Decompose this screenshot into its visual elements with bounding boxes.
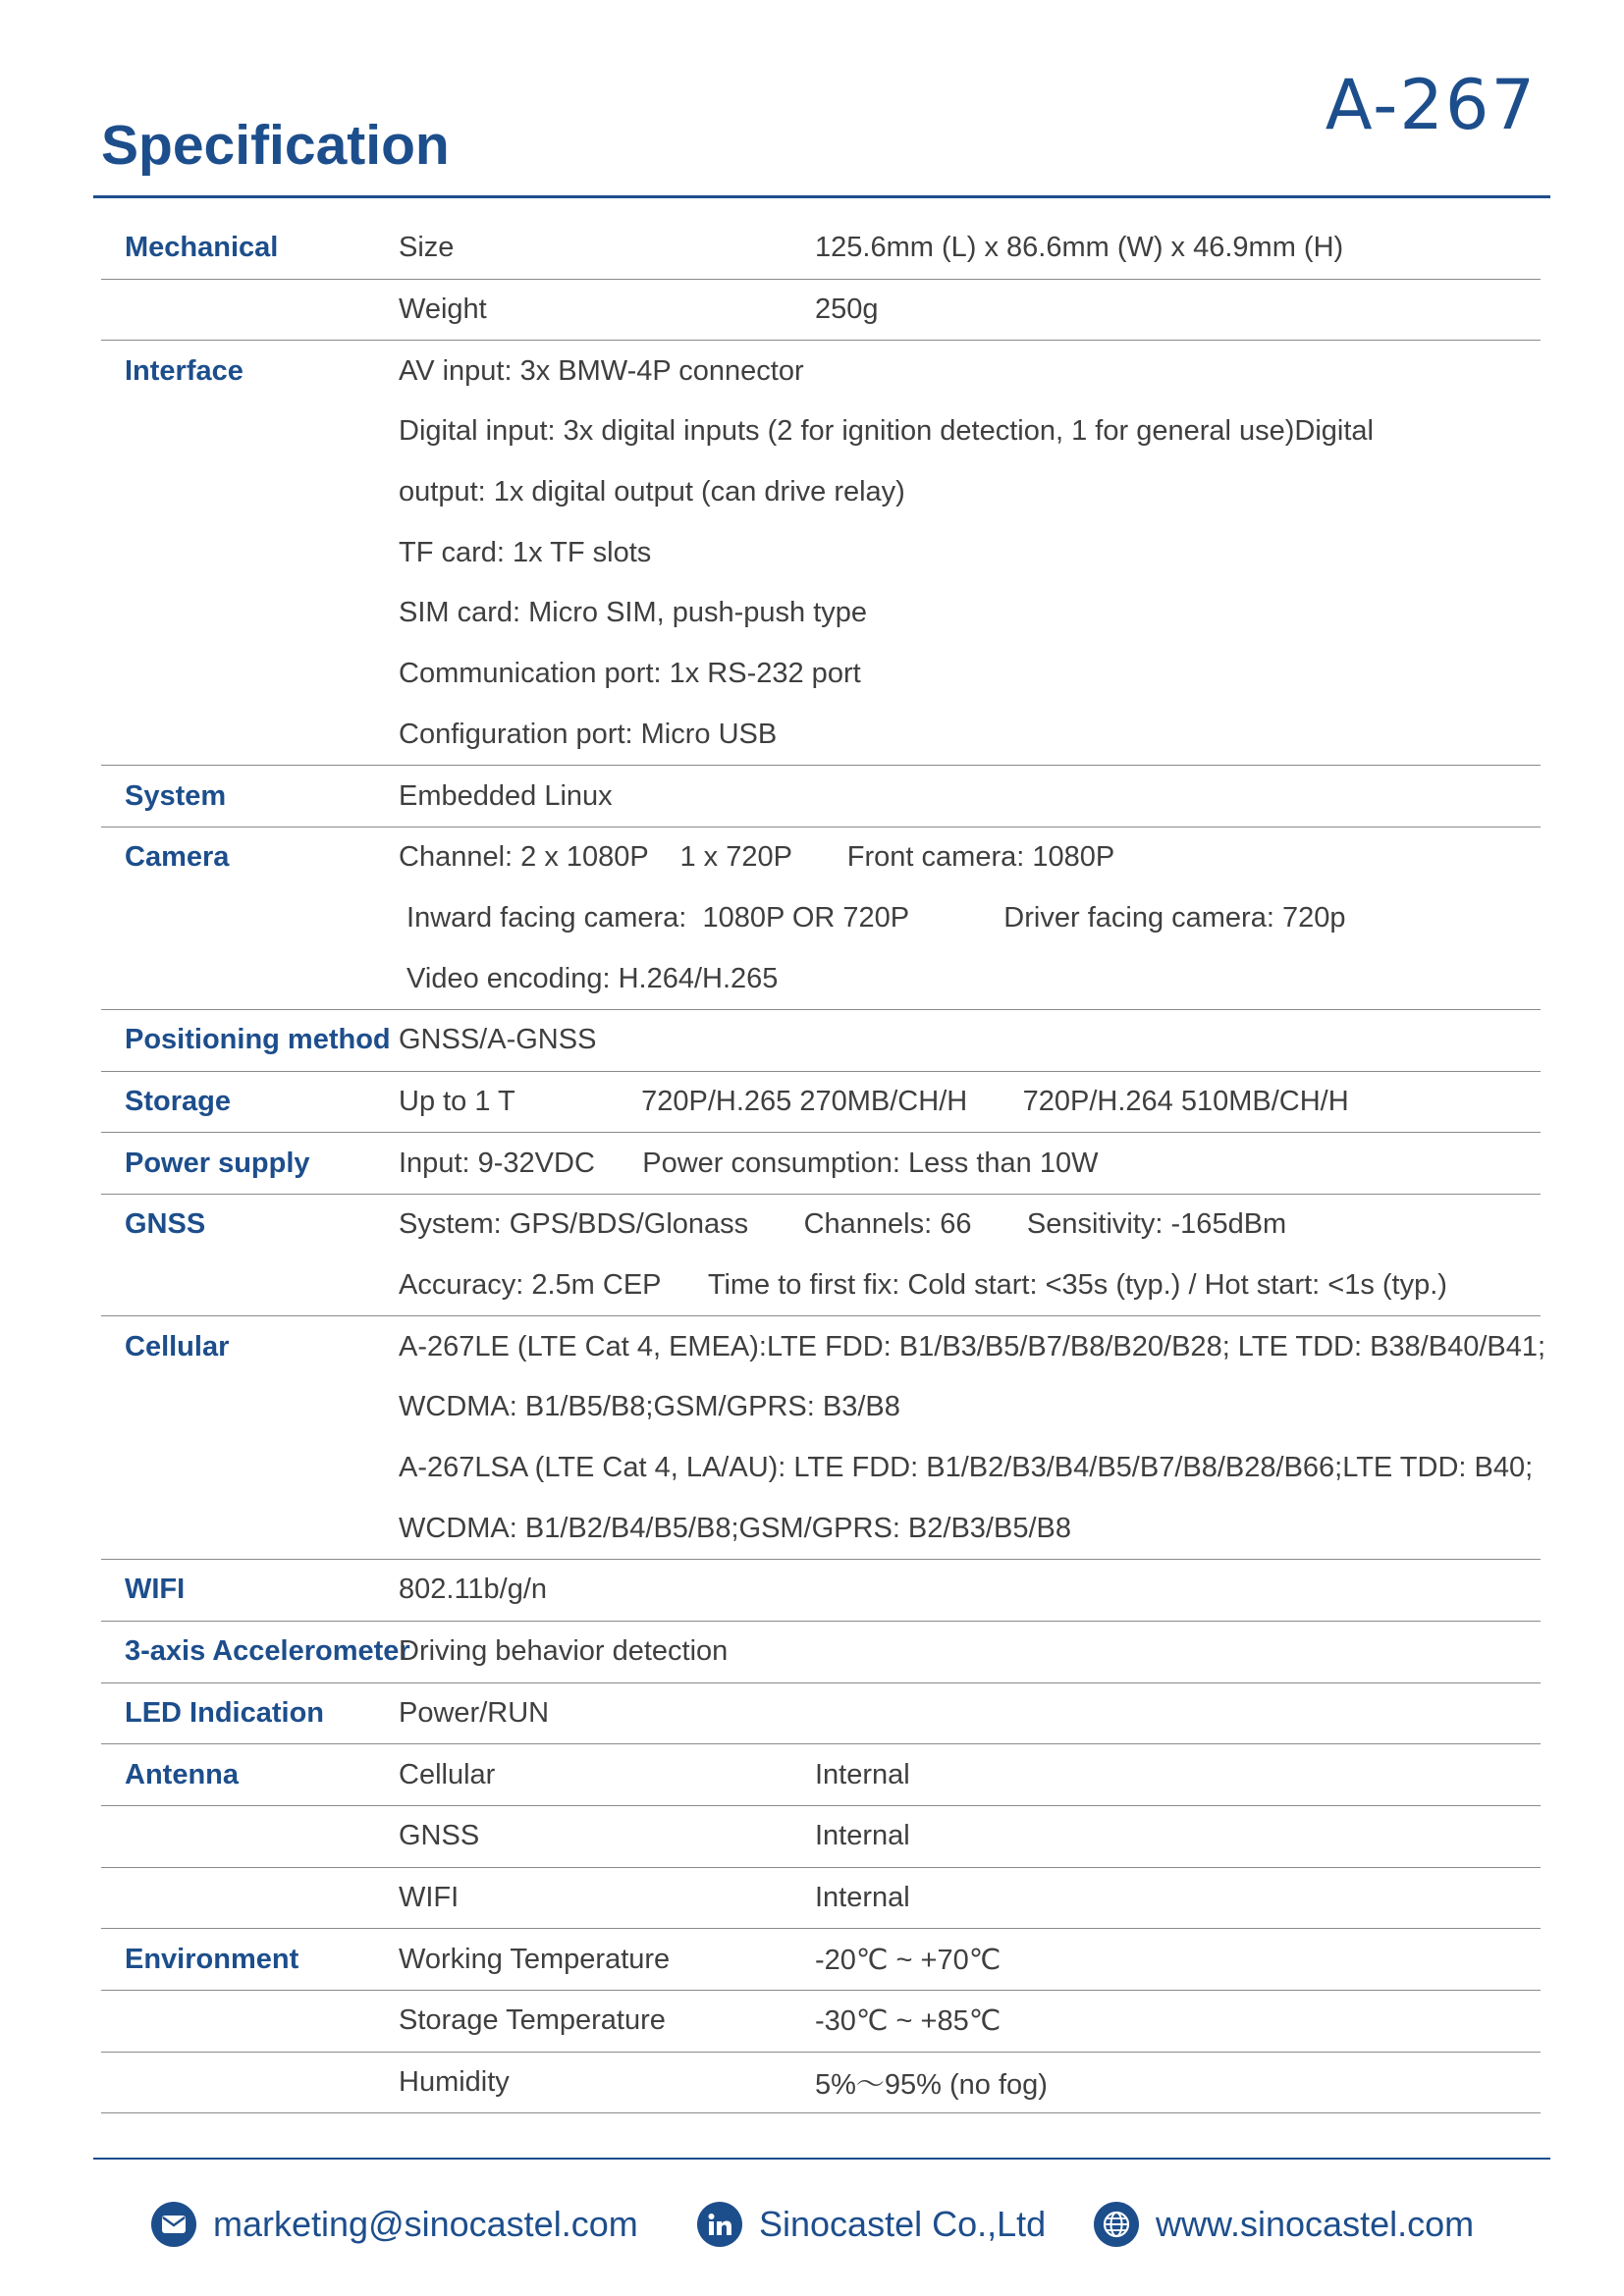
spec-row bbox=[101, 1316, 1546, 1377]
globe-icon bbox=[1094, 2202, 1139, 2247]
row-value: -20℃ ~ +70℃ bbox=[815, 1944, 1001, 1976]
spec-row bbox=[101, 1683, 1541, 1744]
category-label: Camera bbox=[125, 841, 230, 874]
row-value: -30℃ ~ +85℃ bbox=[815, 2005, 1001, 2038]
email-link[interactable] bbox=[151, 2202, 638, 2247]
spec-row bbox=[101, 1255, 1541, 1316]
spec-row bbox=[101, 1498, 1541, 1559]
spec-line: Digital input: 3x digital inputs (2 for ignition detection, 1 for general use)Digital bbox=[399, 415, 1374, 448]
category-label: 3-axis Accelerometer bbox=[125, 1635, 410, 1668]
spec-row bbox=[101, 1805, 1541, 1867]
row-label: Weight bbox=[399, 294, 487, 326]
spec-line: System: GPS/BDS/Glonass Channels: 66 Sensitivity: -165dBm bbox=[399, 1208, 1287, 1241]
spec-row bbox=[101, 1990, 1541, 2052]
spec-table bbox=[101, 218, 1546, 2113]
spec-row bbox=[101, 1377, 1541, 1438]
spec-line: A-267LE (LTE Cat 4, EMEA):LTE FDD: B1/B3/B5/B7/B8/B20/B28; LTE TDD: B38/B40/B41; bbox=[399, 1330, 1546, 1362]
section-cellular bbox=[101, 1316, 1546, 1560]
row-label: Humidity bbox=[399, 2065, 510, 2098]
row-value: 5%～95% (no fog) bbox=[815, 2068, 1048, 2101]
category-label: Positioning method bbox=[125, 1024, 391, 1056]
row-value: Internal bbox=[815, 1758, 910, 1790]
category-label: Antenna bbox=[125, 1758, 239, 1790]
spec-row bbox=[101, 1560, 1541, 1621]
spec-row bbox=[101, 644, 1541, 705]
spec-line: GNSS/A-GNSS bbox=[399, 1024, 597, 1056]
envelope-icon bbox=[151, 2202, 196, 2247]
spec-line: WCDMA: B1/B5/B8;GSM/GPRS: B3/B8 bbox=[399, 1391, 900, 1423]
spec-line: Driving behavior detection bbox=[399, 1635, 729, 1668]
spec-row bbox=[101, 522, 1541, 583]
spec-row bbox=[101, 279, 1541, 341]
section-storage bbox=[101, 1072, 1541, 1134]
category-label: Cellular bbox=[125, 1330, 230, 1362]
website-link[interactable] bbox=[1094, 2202, 1474, 2247]
category-label: Power supply bbox=[125, 1147, 310, 1179]
spec-row bbox=[101, 1867, 1541, 1929]
linkedin-icon bbox=[697, 2202, 742, 2247]
row-label: WIFI bbox=[399, 1881, 460, 1913]
contact-footer bbox=[0, 2202, 1624, 2261]
model-number: A-267 bbox=[1325, 65, 1537, 145]
spec-row bbox=[101, 1438, 1541, 1499]
website-text: www.sinocastel.com bbox=[1156, 2204, 1475, 2244]
row-value: Internal bbox=[815, 1881, 910, 1913]
spec-row bbox=[101, 888, 1541, 949]
spec-line: Up to 1 T 720P/H.265 270MB/CH/H 720P/H.264 510MB/CH/H bbox=[399, 1085, 1349, 1117]
spec-line: Accuracy: 2.5m CEP Time to first fix: Cold start: <35s (typ.) / Hot start: <1s (typ.) bbox=[399, 1269, 1447, 1302]
spec-row bbox=[101, 1133, 1541, 1194]
spec-row bbox=[101, 462, 1541, 523]
section-accelerometer bbox=[101, 1622, 1541, 1683]
section-wifi bbox=[101, 1560, 1541, 1622]
spec-row bbox=[101, 1010, 1541, 1071]
spec-line: 802.11b/g/n bbox=[399, 1574, 548, 1606]
email-text: marketing@sinocastel.com bbox=[213, 2204, 638, 2244]
spec-row bbox=[101, 583, 1541, 644]
section-mechanical bbox=[101, 218, 1541, 341]
spec-row bbox=[101, 1744, 1541, 1805]
spec-line: Channel: 2 x 1080P 1 x 720P Front camera: 1080P bbox=[399, 841, 1115, 874]
spec-row bbox=[101, 705, 1541, 766]
category-label: Interface bbox=[125, 354, 244, 387]
title-divider bbox=[93, 195, 1550, 198]
linkedin-text: Sinocastel Co.,Ltd bbox=[759, 2204, 1047, 2244]
section-gnss bbox=[101, 1195, 1541, 1316]
spec-line: Configuration port: Micro USB bbox=[399, 718, 778, 750]
row-value: 125.6mm (L) x 86.6mm (W) x 46.9mm (H) bbox=[815, 232, 1344, 264]
row-label: Working Temperature bbox=[399, 1943, 671, 1975]
row-value: 250g bbox=[815, 294, 879, 326]
category-label: GNSS bbox=[125, 1208, 206, 1241]
spec-row bbox=[101, 766, 1541, 827]
spec-line: WCDMA: B1/B2/B4/B5/B8;GSM/GPRS: B2/B3/B5/B8 bbox=[399, 1512, 1071, 1544]
row-value: Internal bbox=[815, 1820, 910, 1852]
section-positioning bbox=[101, 1010, 1541, 1072]
spec-line: SIM card: Micro SIM, push-push type bbox=[399, 597, 868, 629]
category-label: LED Indication bbox=[125, 1696, 324, 1729]
spec-line: AV input: 3x BMW-4P connector bbox=[399, 354, 804, 387]
section-camera bbox=[101, 828, 1541, 1010]
category-label: Environment bbox=[125, 1943, 299, 1975]
spec-row bbox=[101, 948, 1541, 1009]
spec-row bbox=[101, 2052, 1541, 2113]
linkedin-link[interactable] bbox=[697, 2202, 1046, 2247]
category-label: Mechanical bbox=[125, 232, 279, 264]
row-label: Cellular bbox=[399, 1758, 496, 1790]
spec-row bbox=[101, 828, 1541, 888]
spec-row bbox=[101, 341, 1541, 401]
section-environment bbox=[101, 1929, 1541, 2113]
section-led bbox=[101, 1683, 1541, 1745]
row-label: GNSS bbox=[399, 1820, 480, 1852]
section-system bbox=[101, 766, 1541, 828]
spec-line: Inward facing camera: 1080P OR 720P Driver facing camera: 720p bbox=[399, 901, 1346, 934]
spec-row bbox=[101, 1622, 1541, 1682]
spec-line: Power/RUN bbox=[399, 1696, 550, 1729]
spec-line: output: 1x digital output (can drive relay) bbox=[399, 476, 905, 508]
section-antenna bbox=[101, 1744, 1541, 1929]
section-interface bbox=[101, 341, 1541, 766]
category-label: Storage bbox=[125, 1085, 231, 1117]
spec-row bbox=[101, 1929, 1541, 1990]
row-label: Size bbox=[399, 232, 455, 264]
spec-line: Embedded Linux bbox=[399, 779, 613, 812]
spec-line: TF card: 1x TF slots bbox=[399, 536, 652, 568]
category-label: WIFI bbox=[125, 1574, 186, 1606]
spec-row bbox=[101, 1195, 1541, 1255]
row-label: Storage Temperature bbox=[399, 2004, 666, 2037]
page-title: Specification bbox=[101, 114, 450, 177]
category-label: System bbox=[125, 779, 227, 812]
spec-line: Communication port: 1x RS-232 port bbox=[399, 658, 861, 690]
spec-line: A-267LSA (LTE Cat 4, LA/AU): LTE FDD: B1/B2/B3/B4/B5/B7/B8/B28/B66;LTE TDD: B40; bbox=[399, 1452, 1534, 1484]
spec-row bbox=[101, 218, 1541, 279]
spec-line: Input: 9-32VDC Power consumption: Less than 10W bbox=[399, 1147, 1099, 1179]
footer-divider bbox=[93, 2158, 1550, 2160]
spec-row bbox=[101, 401, 1541, 462]
spec-row bbox=[101, 1072, 1541, 1133]
spec-line: Video encoding: H.264/H.265 bbox=[399, 962, 779, 994]
section-power bbox=[101, 1133, 1541, 1195]
